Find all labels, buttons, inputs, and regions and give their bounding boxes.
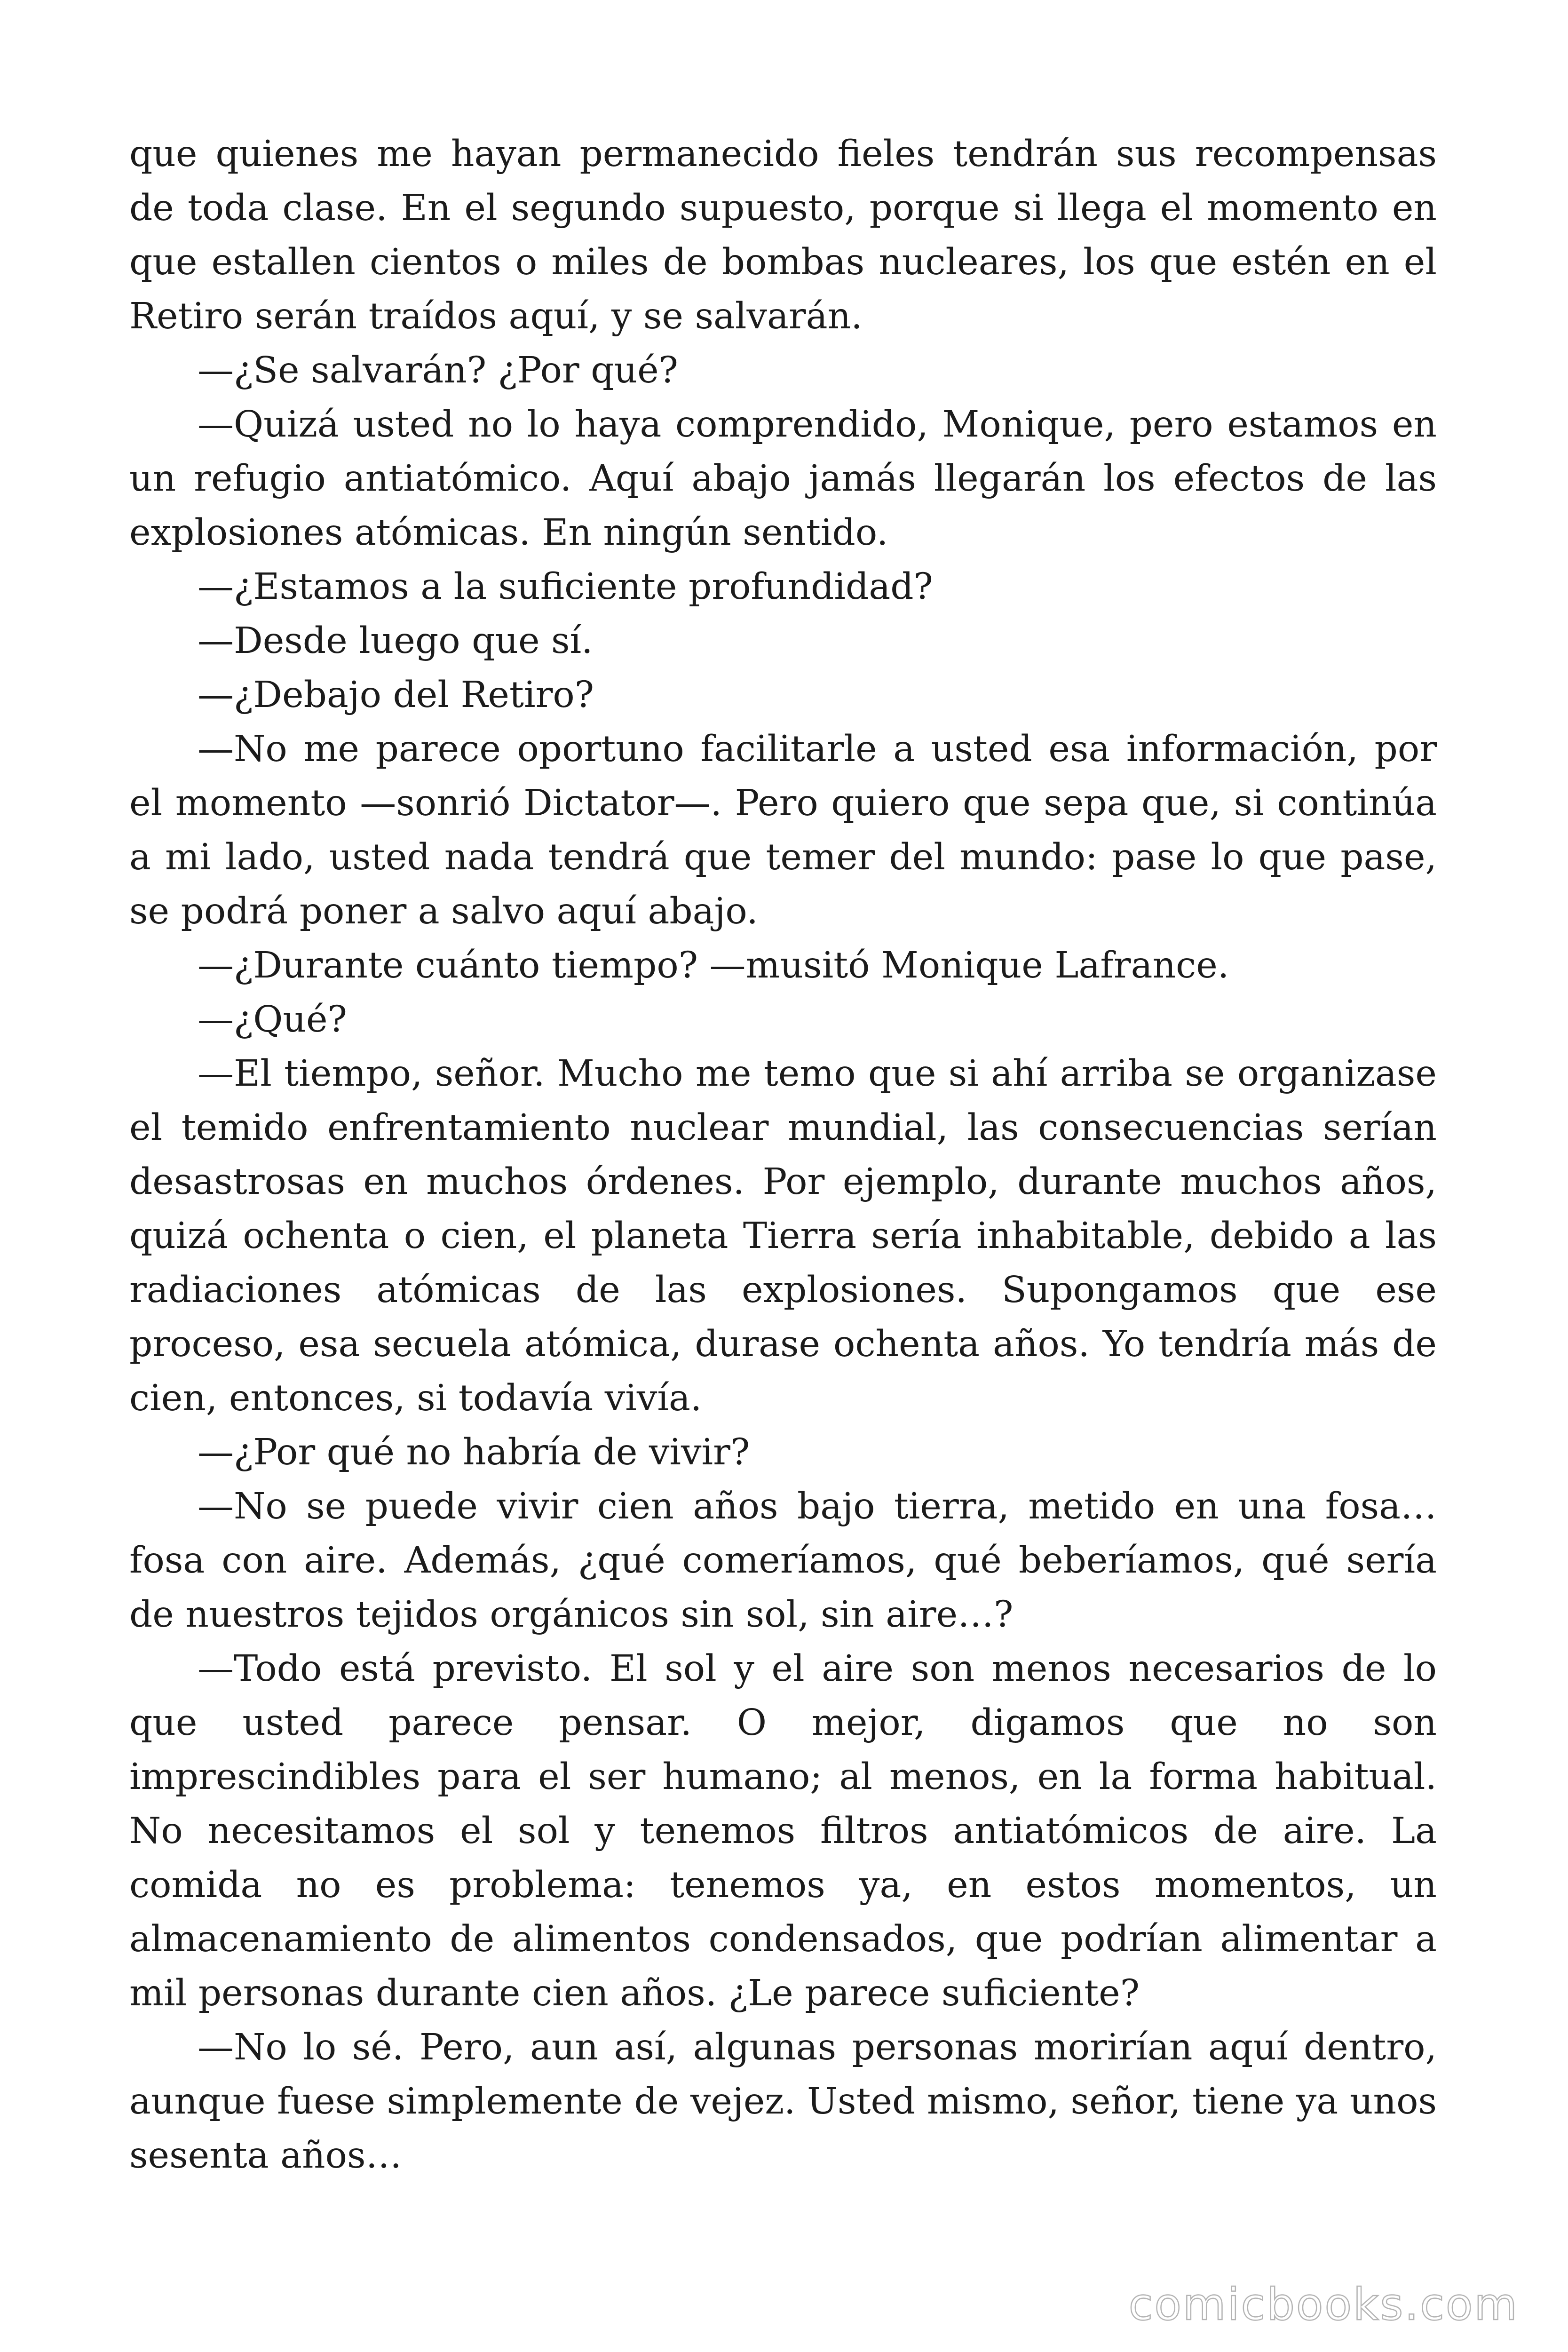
paragraph: —¿Debajo del Retiro? (198, 674, 594, 716)
paragraph: —No me parece oportuno facilitarle a usted esa información, por el momento —sonrió Dictator—. Pero quiero que sepa que, si continúa a mi lado, usted nada tendrá que temer del mundo: pase lo que pase, se podrá poner a salvo aquí abajo. (129, 728, 1437, 932)
paragraph: —No lo sé. Pero, aun así, algunas personas morirían aquí dentro, aunque fuese simplemente de vejez. Usted mismo, señor, tiene ya unos sesenta años… (129, 2026, 1437, 2177)
paragraph: —¿Qué? (198, 999, 347, 1041)
paragraph: —Todo está previsto. El sol y el aire son menos necesarios de lo que usted parece pensar. O mejor, digamos que no son imprescindibles para el ser humano; al menos, en la forma habitual. No necesitamos el sol y tenemos filtros antiatómicos de aire. La comida no es problema: tenemos ya, en estos momentos, un almacenamiento de alimentos condensados, que podrían alimentar a mil personas durante cien años. ¿Le parece suficiente? (129, 1648, 1437, 2014)
paragraph: —No se puede vivir cien años bajo tierra, metido en una fosa… fosa con aire. Además, ¿qué comeríamos, qué beberíamos, qué sería de nuestros tejidos orgánicos sin sol, sin aire…? (129, 1486, 1437, 1636)
paragraph: que quienes me hayan permanecido fieles tendrán sus recompensas de toda clase. En el segundo supuesto, porque si llega el momento en que estallen cientos o miles de bombas nucleares, los que estén en el Retiro serán traídos aquí, y se salvarán. (129, 133, 1437, 337)
paragraph: —¿Por qué no habría de vivir? (198, 1431, 750, 1473)
paragraph: —Quizá usted no lo haya comprendido, Monique, pero estamos en un refugio antiatómico. Aquí abajo jamás llegarán los efectos de las explosiones atómicas. En ningún sentido. (129, 404, 1437, 554)
book-page-text (129, 127, 1437, 2183)
paragraph: —¿Durante cuánto tiempo? —musitó Monique Lafrance. (198, 945, 1229, 986)
paragraph: —El tiempo, señor. Mucho me temo que si ahí arriba se organizase el temido enfrentamiento nuclear mundial, las consecuencias serían desastrosas en muchos órdenes. Por ejemplo, durante muchos años, quizá ochenta o cien, el planeta Tierra sería inhabitable, debido a las radiaciones atómicas de las explosiones. Supongamos que ese proceso, esa secuela atómica, durase ochenta años. Yo tendría más de cien, entonces, si todavía vivía. (129, 1053, 1437, 1419)
paragraph: —Desde luego que sí. (198, 620, 593, 662)
paragraph: —¿Se salvarán? ¿Por qué? (198, 350, 678, 391)
watermark: comicbooks.com (1128, 2279, 1519, 2330)
paragraph: —¿Estamos a la suficiente profundidad? (198, 566, 933, 608)
